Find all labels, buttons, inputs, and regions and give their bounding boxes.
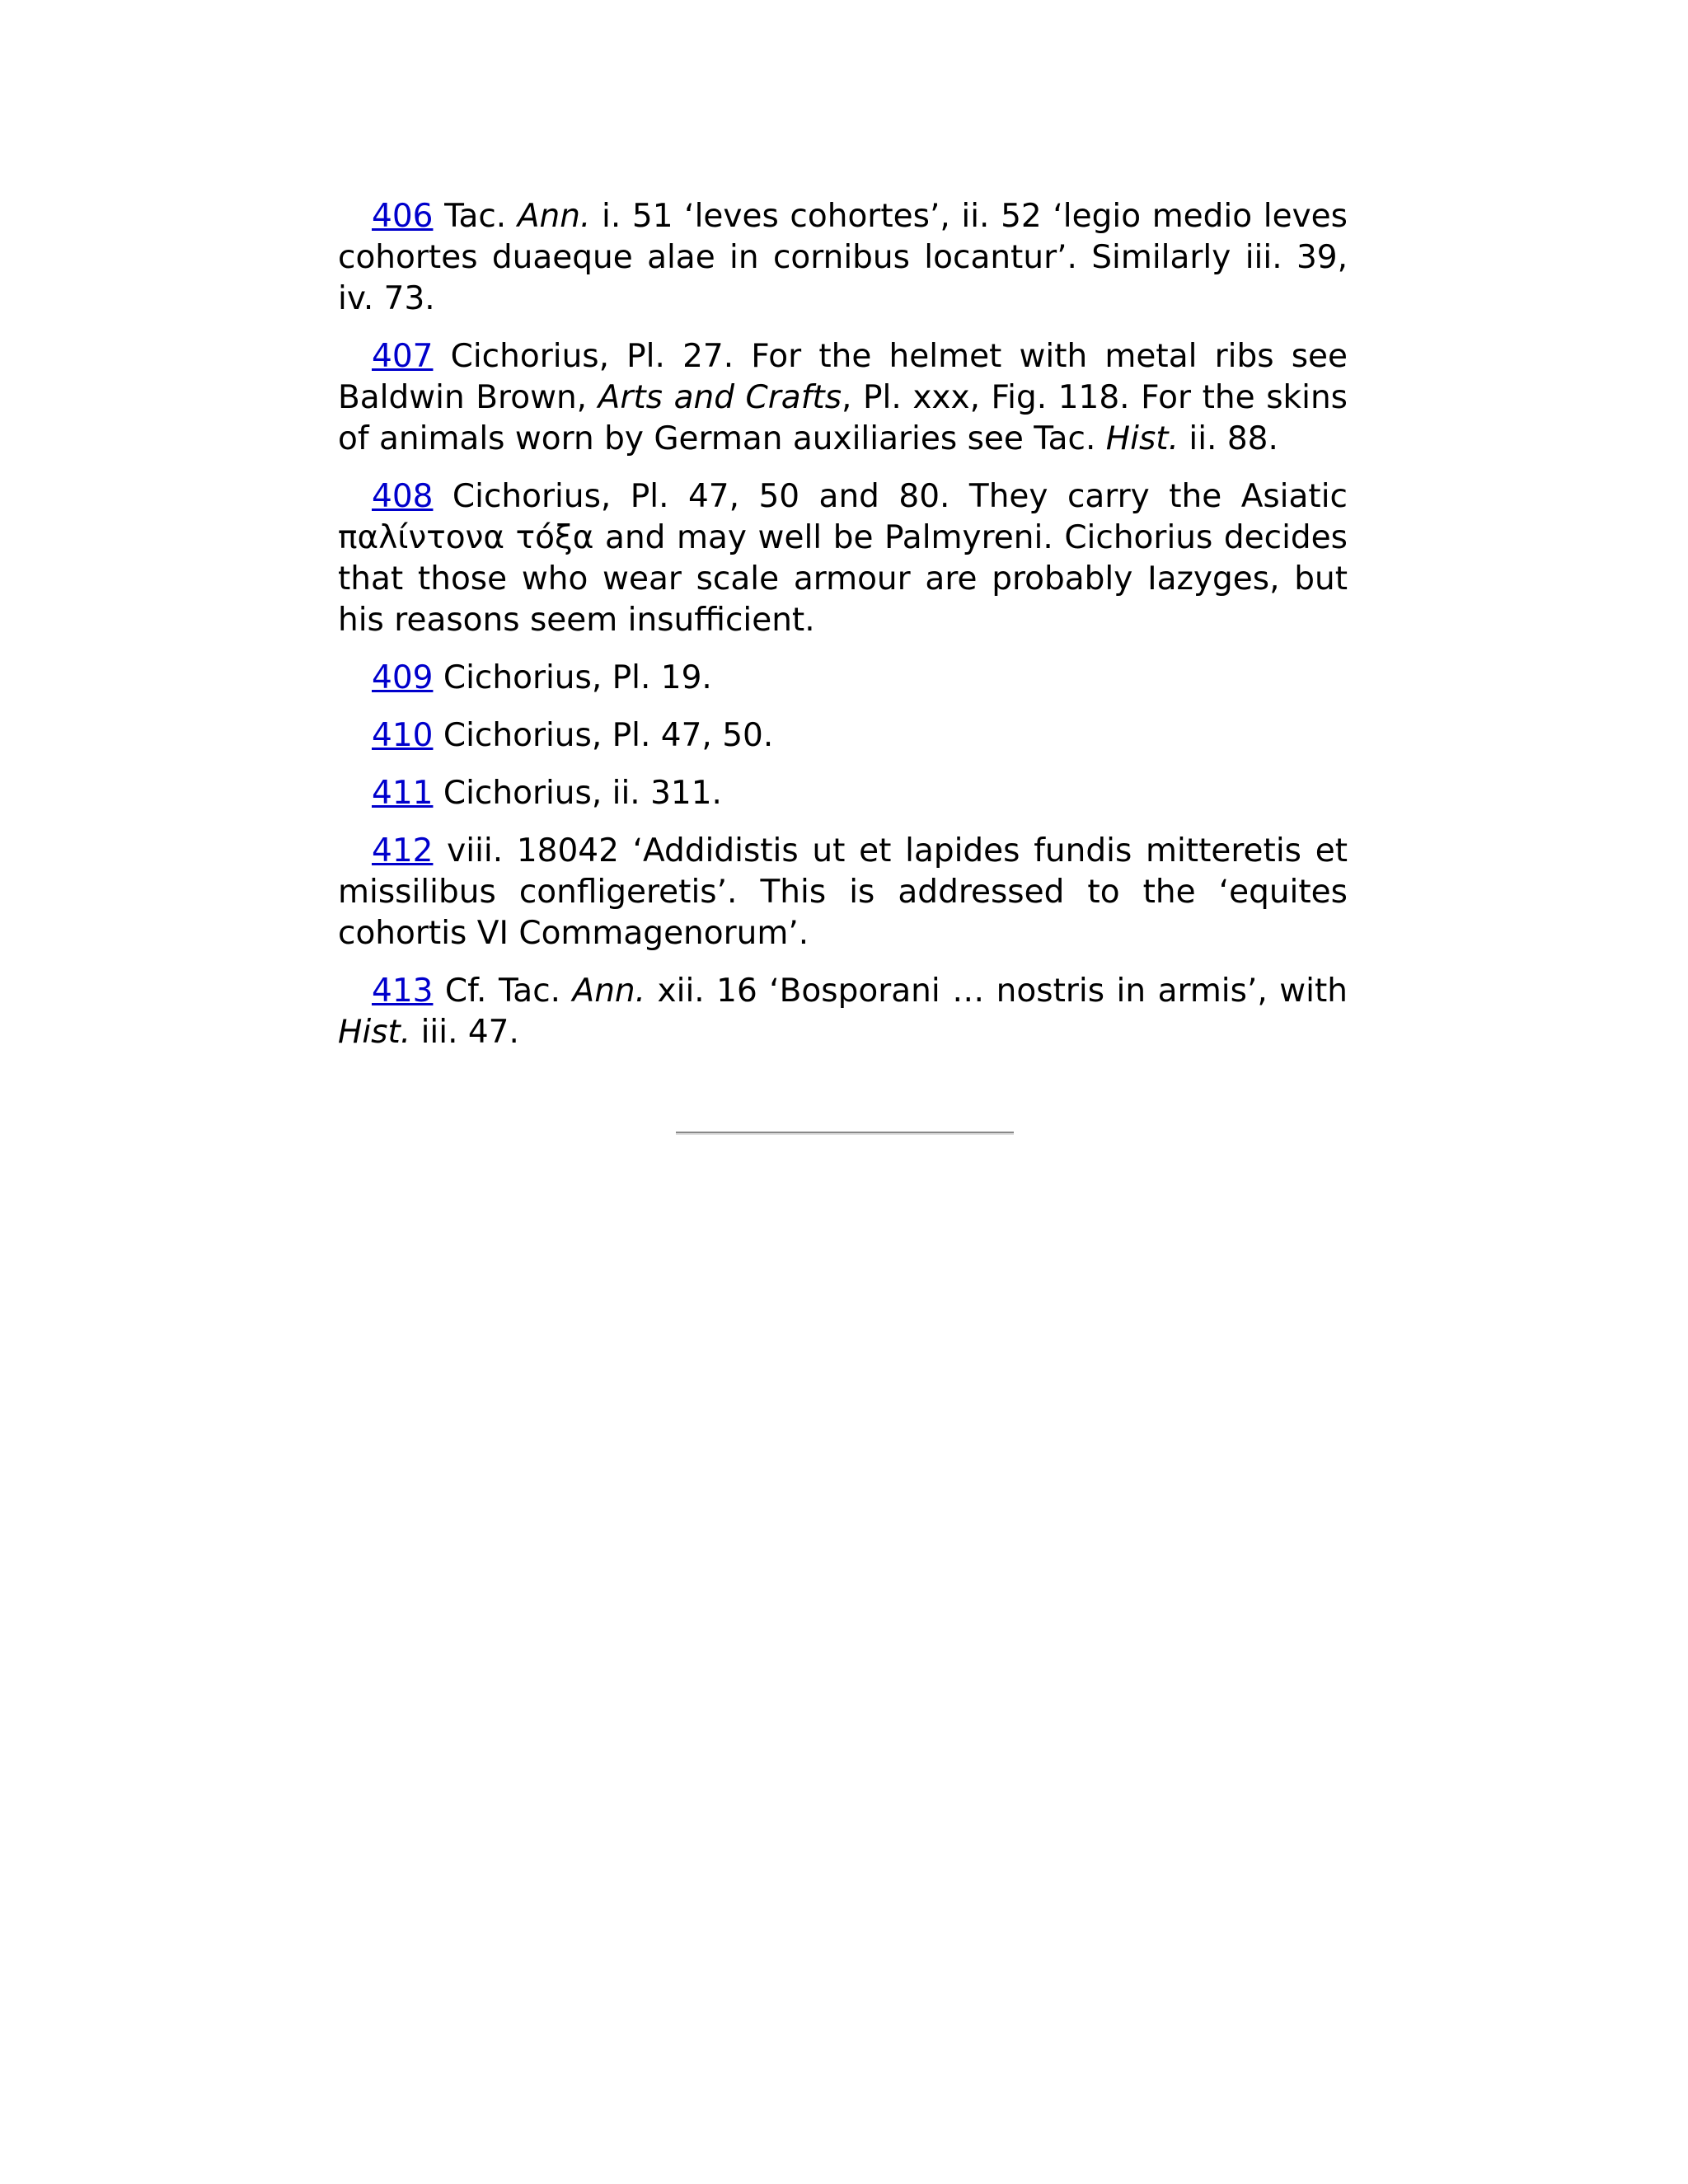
footnote-text: , Pl. xxx, Fig. 118. For the skins of animals worn by German auxiliaries see Tac. xyxy=(338,379,1348,457)
footnote-text: Cichorius, Pl. 47, 50 and 80. They carry the Asiatic παλίντονα τόξα and may well be Palmyreni. Cichorius decides that those who wear scale armour are probably Iazyges, but his reasons seem insufficient. xyxy=(338,478,1348,639)
footnote-text: Cichorius, ii. 311. xyxy=(433,775,722,812)
footnote-backlink-407[interactable]: 407 xyxy=(372,338,434,375)
footnote-backlink-411[interactable]: 411 xyxy=(372,775,434,812)
footnote-backlink-406[interactable]: 406 xyxy=(372,198,434,235)
footnote-407 xyxy=(338,336,1348,460)
footnote-text: iii. 47. xyxy=(410,1014,519,1051)
footnote-406 xyxy=(338,196,1348,320)
footnote-italic-text: Ann. xyxy=(517,198,591,235)
footnote-413 xyxy=(338,971,1348,1053)
footnote-backlink-408[interactable]: 408 xyxy=(372,478,434,515)
footnote-italic-text: Ann. xyxy=(572,972,646,1010)
footnote-backlink-413[interactable]: 413 xyxy=(372,972,434,1010)
footnote-410 xyxy=(338,715,1348,757)
footnote-409 xyxy=(338,658,1348,699)
footnote-text: Cichorius, Pl. 47, 50. xyxy=(433,717,774,754)
footnote-text: Cichorius, Pl. 19. xyxy=(433,659,712,696)
footnote-text: viii. 18042 ‘Addidistis ut et lapides fundis mitteretis et missilibus confligeretis’. This is addressed to the ‘equites cohortis VI Commagenorum’. xyxy=(338,832,1348,952)
footnote-backlink-410[interactable]: 410 xyxy=(372,717,434,754)
footnote-text: Tac. xyxy=(433,198,518,235)
footnote-412 xyxy=(338,831,1348,954)
footnote-italic-text: Hist. xyxy=(338,1014,411,1051)
footnote-text: ii. 88. xyxy=(1178,420,1278,457)
footnote-backlink-412[interactable]: 412 xyxy=(372,832,434,869)
footnotes-list xyxy=(338,196,1348,1070)
footnote-italic-text: Hist. xyxy=(1105,420,1179,457)
footnote-text: Cichorius, Pl. 27. For the helmet with metal ribs see Baldwin Brown, xyxy=(338,338,1348,416)
footnotes-divider xyxy=(676,1132,1014,1135)
footnote-411 xyxy=(338,773,1348,814)
footnote-italic-text: Arts and Crafts xyxy=(598,379,842,416)
footnote-408 xyxy=(338,476,1348,641)
footnote-text: xii. 16 ‘Bosporani … nostris in armis’, with xyxy=(645,972,1348,1010)
footnote-backlink-409[interactable]: 409 xyxy=(372,659,434,696)
footnote-text: Cf. Tac. xyxy=(433,972,573,1010)
footnote-text: i. 51 ‘leves cohortes’, ii. 52 ‘legio medio leves cohortes duaeque alae in cornibus locantur’. Similarly iii. 39, iv. 73. xyxy=(338,198,1348,317)
